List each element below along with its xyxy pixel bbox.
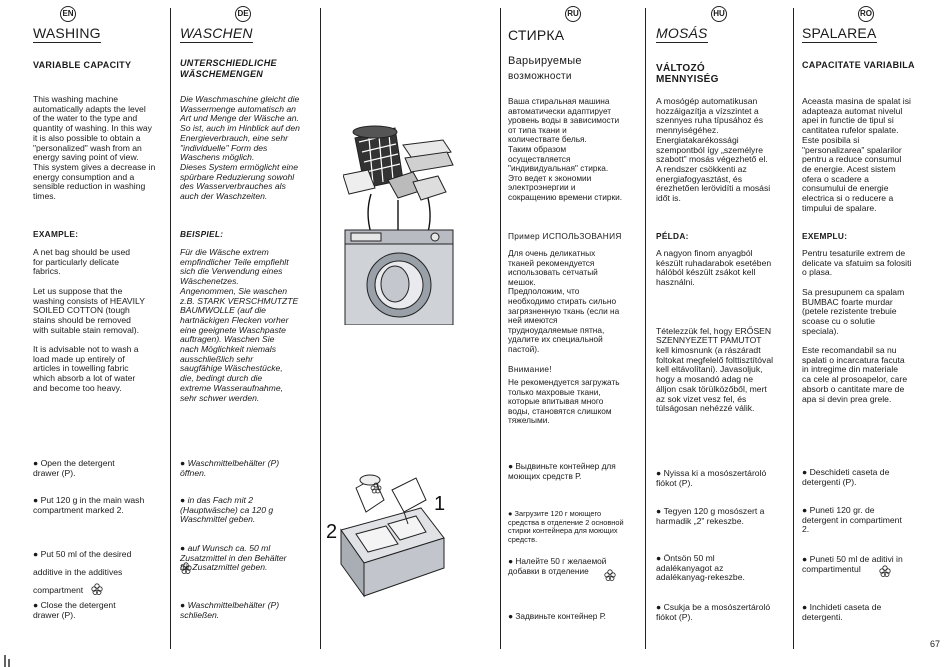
- column-divider: [793, 8, 794, 649]
- intro-text: Die Waschmaschine gleicht die Wassermenge automatisch an Art und Menge der Wäsche an. So ist, auch im Hinblick auf den Energieverbrauch, eine sehr "individuelle" Form des Waschens möglich. Dieses System ermöglicht eine spürbare Reduzierung sowohl des Wasserverbrauches als auch der Waschzeiten.: [180, 94, 300, 202]
- step-close-drawer: ● Close the detergent drawer (P).: [33, 601, 116, 620]
- intro-text: Aceasta masina de spalat isi adapteaza automat nivelul apei in functie de tipul si cantitatea rufelor spalate. Este posibila si "personalizarea" spalarilor pentru a reduce consumul de energie. Acest sistem ofera o scadere a consumului de energie electrica si o reducere a timpului de spalare.: [802, 96, 911, 213]
- step-main-wash: ● Загрузите 120 г моющего средства в отделение 2 основной стирки контейнера для моющих средств.: [508, 510, 624, 544]
- section-subtitle: VARIABLE CAPACITY: [33, 60, 132, 70]
- section-title: SPALAREA: [802, 25, 877, 41]
- step-close-drawer: ● Inchideti caseta de detergenti.: [802, 603, 881, 622]
- example-text: A nagyon finom anyagból készült ruhadarabok esetében hálóból készült zsákot kell használni. Tételezzük fel, hogy ERŐSEN SZENNYEZETT PAMUTOT kell kimosnunk (a rászáradt foltokat megfelelő folttisztítóval kell eltávolítani). Javasoljuk, hogy a mosandó adag ne álljon csak törülközőből, mert az sok vizet vesz fel, és túlságosan nehézzé válik.: [656, 248, 774, 414]
- section-title: MOSÁS: [656, 25, 708, 41]
- column-de: [180, 0, 315, 650]
- flower-icon: [604, 569, 616, 581]
- example-label: EXEMPLU:: [802, 231, 848, 241]
- column-ro: [802, 0, 937, 650]
- column-hu: [656, 0, 791, 650]
- step-open-drawer: ● Waschmittelbehälter (P) öffnen.: [180, 459, 279, 478]
- step-close-drawer: ● Csukja be a mosószertároló fiókot (P).: [656, 603, 770, 622]
- example-label: PÉLDA:: [656, 231, 689, 241]
- step-main-wash: ● Puneti 120 gr. de detergent in compartiment 2.: [802, 506, 902, 535]
- section-subtitle: CAPACITATE VARIABILA: [802, 60, 915, 70]
- intro-text: This washing machine automatically adapts the level of the water to the type and quantity of washing. In this way it is also possible to obtain a "personalized" wash from an energy saving point of view. This system gives a decrease in energy consumption and a sensible reduction in washing times.: [33, 94, 156, 202]
- step-close-drawer: ● Waschmittelbehälter (P) schließen.: [180, 601, 279, 620]
- intro-text: Ваша стиральная машина автоматически адаптирует уровень воды в зависимости от типа ткани и количествате белья. Таким образом осуществляется "индивидуальная" стирка. Это ведет к экономии электроэнергии и сокращению времени стирки.: [508, 96, 623, 202]
- washing-machine-illustration: [343, 110, 458, 325]
- note-text: Не рекомендуется загружать только махровые ткани, которые впитывая много воды, становятся слишком тяжелыми.: [508, 377, 620, 426]
- example-text: Pentru tesaturile extrem de delicate va sfatuim sa folositi o plasa. Sa presupunem ca spalam BUMBAC foarte murdar (petele rezistente trebuie scoase cu o solutie speciala). Este recomandabil sa nu spalati o incarcatura facuta in intregime din materiale ca cele al prosoapelor, care absorb o cantitate mare de apa si devin prea grele.: [802, 248, 912, 404]
- step-open-drawer: ● Nyissa ki a mosószertároló fiókot (P).: [656, 469, 766, 488]
- example-label: EXAMPLE:: [33, 229, 79, 239]
- column-divider: [500, 8, 501, 649]
- language-badge-ro: RO: [858, 6, 874, 22]
- section-title: СТИРКА: [508, 27, 565, 43]
- step-main-wash: ● Tegyen 120 g mosószert a harmadik „2” rekeszbe.: [656, 507, 764, 526]
- figure-label-2: 2: [326, 521, 338, 543]
- language-badge-en: EN: [60, 6, 76, 22]
- example-text: Für die Wäsche extrem empfindlicher Teile empfiehlt sich die Verwendung eines Wäschenetzes. Angenommen, Sie waschen z.B. STARK VERSCHMUTZTE BAUMWOLLE (auf die hartnäckigen Flecken vorher eine geeignete Waschpaste auftragen). Waschen Sie nach Möglichkeit niemals ausschließlich sehr saugfähige Wäschestücke, die, bedingt durch die extreme Wasseraufnahme, sehr schwer werden.: [180, 247, 299, 403]
- section-subtitle: VÁLTOZÓ MENNYISÉG: [656, 63, 719, 85]
- detergent-drawer-illustration: [326, 468, 446, 603]
- step-close-drawer: ● Задвиньте контейнер Р.: [508, 612, 606, 622]
- example-text: A net bag should be used for particularly delicate fabrics. Let us suppose that the washing consists of HEAVILY SOILED COTTON (tough stains should be removed with suitable stain removal). It is advisable not to wash a load made up entirely of articles in towelling fabric which absorb a lot of water and become too heavy.: [33, 247, 145, 393]
- step-open-drawer: ● Open the detergent drawer (P).: [33, 459, 115, 478]
- column-en: [33, 0, 168, 650]
- intro-text: A mosógép automatikusan hozzáigazítja a vízszintet a szennyes ruha típusához és mennyiségéhez. Energiatakarékossági szempontból így „személyre szabott” mosás végezhető el. A rendszer csökkenti az energiafogyasztást, és érezhetően lerövidíti a mosási időt is.: [656, 96, 771, 204]
- example-text: Для очень деликатных тканей рекомендуется использовать сетчатый мешок. Предположим, что необходимо стирать сильно загрязненную ткань (если на ней имеются трудноудаляемые пятна, удалите их специальной пастой).: [508, 248, 620, 354]
- step-main-wash: ● in das Fach mit 2 (Hauptwäsche) ca 120 g Waschmittel geben.: [180, 496, 273, 525]
- step-open-drawer: ● Выдвиньте контейнер для моющих средств Р.: [508, 462, 616, 481]
- language-badge-ru: RU: [565, 6, 581, 22]
- section-title: WASCHEN: [180, 25, 253, 41]
- language-badge-hu: HU: [711, 6, 727, 22]
- step-additive: ● Puneti 50 ml de aditivi in compartimentul: [802, 555, 903, 574]
- step-additive: ● Put 50 ml of the desired additive in the additives compartment: [33, 544, 131, 598]
- section-subtitle-2: возможности: [508, 71, 572, 82]
- section-subtitle: Варьируемые: [508, 55, 582, 67]
- illustration-column: [321, 0, 499, 650]
- column-ru: [508, 0, 643, 650]
- example-label: BEISPIEL:: [180, 229, 224, 239]
- flower-icon: [91, 583, 103, 595]
- page-number: 67: [929, 639, 940, 649]
- figure-label-1: 1: [434, 493, 446, 515]
- step-additive: ● auf Wunsch ca. 50 ml Zusatzmittel in den Behälter für Zusatzmittel geben.: [180, 544, 287, 573]
- section-subtitle: UNTERSCHIEDLICHE WÄSCHEMENGEN: [180, 58, 277, 79]
- language-badge-de: DE: [235, 6, 251, 22]
- corner-mark: [3, 653, 13, 667]
- example-label: Пример ИСПОЛЬЗОВАНИЯ: [508, 231, 622, 241]
- step-additive: ● Öntsön 50 ml adalékanyagot az adalékanyag-rekeszbe.: [656, 554, 745, 583]
- column-divider: [645, 8, 646, 649]
- section-title: WASHING: [33, 25, 101, 41]
- step-open-drawer: ● Deschideti caseta de detergenti (P).: [802, 468, 889, 487]
- step-main-wash: ● Put 120 g in the main wash compartment marked 2.: [33, 496, 144, 515]
- step-additive: ● Налейте 50 г желаемой добавки в отделение: [508, 557, 606, 576]
- flower-icon: [180, 562, 192, 574]
- note-label: Внимание!: [508, 364, 552, 374]
- column-divider: [170, 8, 171, 649]
- flower-icon: [879, 565, 891, 577]
